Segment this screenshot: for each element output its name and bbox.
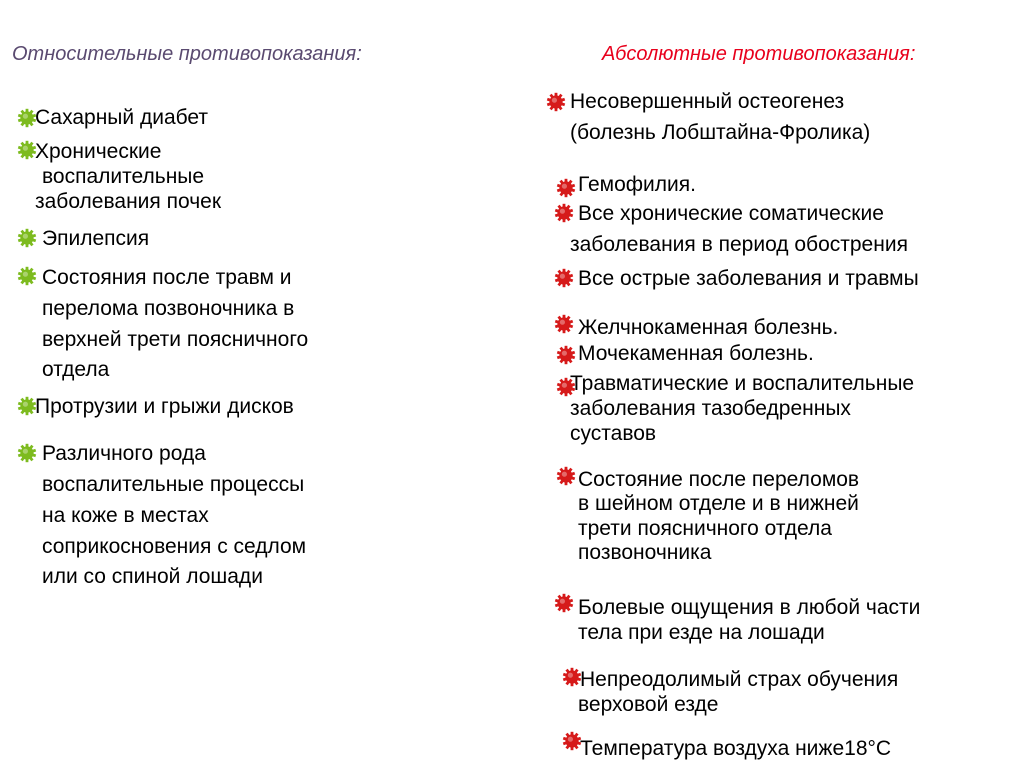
relative-item-line: Протрузии и грыжи дисков [35, 395, 294, 418]
relative-item-line: Сахарный диабет [35, 106, 209, 129]
relative-item-line: заболевания почек [35, 190, 222, 213]
absolute-item-line: Желчнокаменная болезнь. [578, 316, 839, 339]
absolute-item-line: верховой езде [578, 693, 719, 716]
relative-item-line: воспалительные процессы [42, 473, 305, 496]
absolute-item-line: в шейном отделе и в нижней [578, 492, 859, 515]
relative-item-line: воспалительные [42, 165, 205, 188]
green-gear-bullet-icon [17, 266, 37, 286]
absolute-item-line: заболевания в период обострения [570, 233, 908, 256]
red-gear-bullet-icon [554, 268, 574, 288]
relative-item-line: на коже в местах [42, 504, 209, 527]
absolute-item-line: Болевые ощущения в любой части [578, 596, 921, 619]
red-gear-bullet-icon [556, 466, 576, 486]
absolute-item-line: тела при езде на лошади [578, 621, 825, 644]
red-gear-bullet-icon [556, 345, 576, 365]
absolute-item-line: Травматические и воспалительные [570, 372, 915, 395]
absolute-item-line: Все хронические соматические [578, 202, 884, 225]
absolute-item-line: трети поясничного отдела [578, 517, 832, 540]
relative-item-line: Хронические [35, 140, 162, 163]
green-gear-bullet-icon [17, 140, 37, 160]
relative-item-line: Состояния после травм и [42, 266, 292, 289]
absolute-item-line: Гемофилия. [578, 173, 696, 196]
relative-item-line: или со спиной лошади [42, 565, 263, 588]
relative-item-line: верхней трети поясничного [42, 328, 309, 351]
relative-item-line: соприкосновения с седлом [42, 535, 307, 558]
absolute-item-line: заболевания тазобедренных [570, 397, 851, 420]
red-gear-bullet-icon [562, 731, 582, 751]
absolute-item-line: Все острые заболевания и травмы [578, 267, 919, 290]
green-gear-bullet-icon [17, 443, 37, 463]
red-gear-bullet-icon [554, 314, 574, 334]
absolute-item-line: Несовершенный остеогенез [570, 90, 845, 113]
absolute-item-line: Непреодолимый страх обучения [580, 668, 899, 691]
red-gear-bullet-icon [554, 203, 574, 223]
absolute-item-line: Состояние после переломов [578, 468, 860, 491]
absolute-contraindications-heading: Абсолютные противопоказания: [602, 43, 916, 65]
green-gear-bullet-icon [17, 228, 37, 248]
absolute-item-line: суставов [570, 422, 657, 445]
red-gear-bullet-icon [546, 92, 566, 112]
relative-contraindications-heading [12, 42, 362, 66]
relative-heading-colon: : [356, 43, 362, 65]
absolute-item-line: (болезнь Лобштайна-Фролика) [570, 121, 871, 144]
green-gear-bullet-icon [17, 396, 37, 416]
relative-item-line: отдела [42, 358, 110, 381]
relative-item-line: перелома позвоночника в [42, 297, 295, 320]
relative-item-line: Различного рода [42, 442, 206, 465]
relative-item-line: Эпилепсия [42, 227, 150, 250]
absolute-item-line: Температура воздуха ниже18°С [580, 737, 892, 760]
absolute-item-line: позвоночника [578, 541, 712, 564]
red-gear-bullet-icon [554, 593, 574, 613]
absolute-item-line: Мочекаменная болезнь. [578, 342, 814, 365]
red-gear-bullet-icon [562, 667, 582, 687]
red-gear-bullet-icon [556, 178, 576, 198]
green-gear-bullet-icon [17, 108, 37, 128]
relative-heading-text: Относительные противопоказания [12, 43, 357, 65]
